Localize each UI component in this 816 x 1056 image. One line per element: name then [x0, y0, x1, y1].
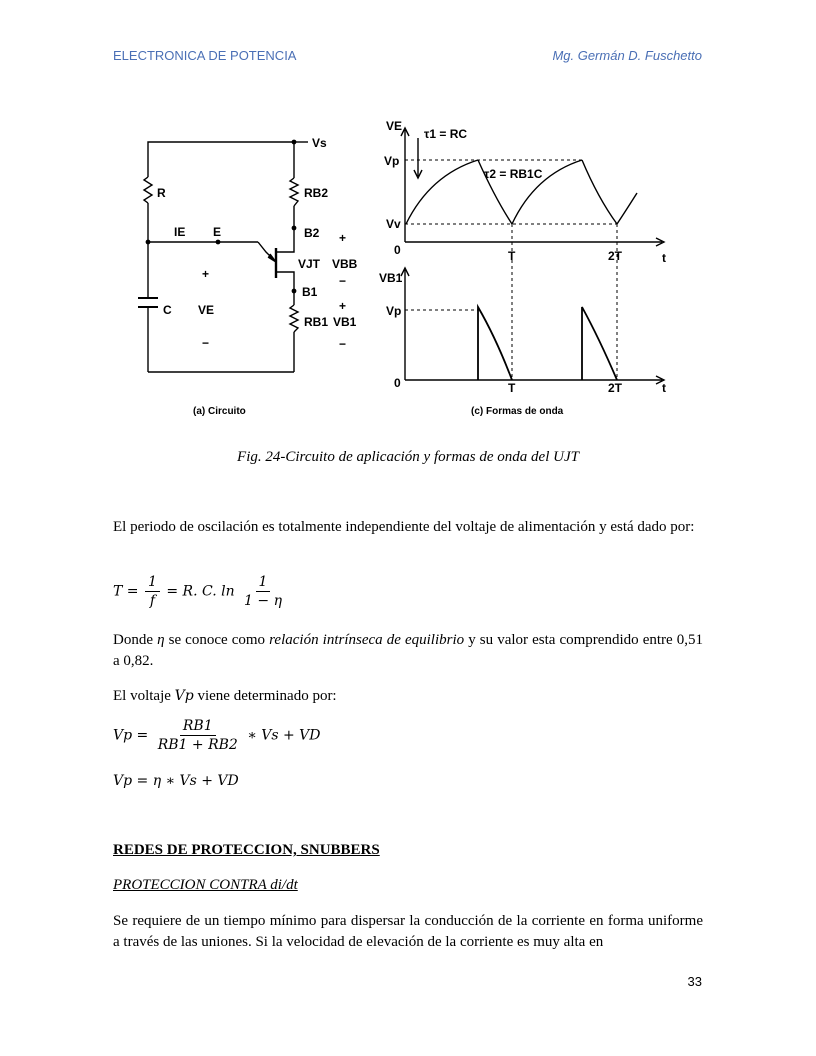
- label-vs: Vs: [312, 136, 327, 150]
- wave-label-vp-bottom: Vp: [386, 304, 402, 318]
- label-b1: B1: [302, 285, 318, 299]
- waves-caption: (c) Formas de onda: [471, 406, 564, 417]
- wave-label-zero-bottom: 0: [394, 376, 401, 390]
- circuit-diagram: [138, 136, 358, 372]
- sign-vb1-minus: −: [339, 337, 347, 351]
- sign-ve-plus: +: [202, 267, 210, 281]
- circuit-caption: (a) Circuito: [193, 406, 246, 417]
- label-c: C: [163, 303, 172, 317]
- section-heading: REDES DE PROTECCION, SNUBBERS: [113, 842, 380, 858]
- eq1-fraction-f: $\frac{1}{f}$: [145, 573, 160, 610]
- eq1-lhs: T =: [113, 583, 139, 600]
- eq1-mid: = R. C. ln: [166, 583, 235, 600]
- label-r: R: [157, 186, 166, 200]
- paragraph-eta: Donde η se conoce como relación intrínseca de equilibrio y su valor esta comprendido entre 0,51 a 0,82.: [113, 632, 704, 669]
- label-vbb: VBB: [332, 257, 358, 271]
- subsection-heading: PROTECCION CONTRA di/dt: [113, 877, 298, 893]
- paragraph-oscillation: El periodo de oscilación es totalmente independiente del voltaje de alimentación y está dado por:: [113, 519, 695, 535]
- eq2-lhs: Vp =: [113, 727, 149, 744]
- label-vb1: VB1: [333, 315, 357, 329]
- wave-label-vp: Vp: [384, 154, 400, 168]
- eq1-fraction-eta: $\frac{1}{1 - \eta}$: [244, 574, 282, 609]
- label-e: E: [213, 225, 222, 239]
- wave-label-t-bottom: T: [508, 381, 516, 395]
- equation-vp-divider: [113, 717, 321, 754]
- sign-vbb-minus: −: [339, 274, 347, 288]
- wave-label-taxis-bottom: t: [662, 381, 666, 395]
- sign-ve-minus: −: [202, 336, 210, 350]
- wave-label-vv: Vv: [386, 217, 401, 231]
- wave-label-ve: VE: [386, 119, 403, 133]
- label-ie: IE: [174, 225, 186, 239]
- eq2-rhs: ∗ Vs + VD: [247, 727, 321, 744]
- label-ve: VE: [198, 303, 215, 317]
- wave-label-taxis-top: t: [662, 251, 666, 265]
- wave-label-tau1: τ1 = RC: [424, 127, 468, 141]
- label-vjt: VJT: [298, 257, 321, 271]
- figure-caption: Fig. 24-Circuito de aplicación y formas de onda del UJT: [237, 449, 579, 465]
- wave-label-2t-top: 2T: [608, 249, 623, 263]
- equation-vp-eta: Vp = η ∗ Vs + VD: [113, 773, 239, 789]
- label-rb1: RB1: [304, 315, 329, 329]
- sign-vb1-plus: +: [339, 299, 347, 313]
- waveforms: [379, 119, 666, 395]
- ujt-figure: [130, 110, 680, 425]
- wave-label-t-top: T: [508, 249, 516, 263]
- header-title: ELECTRONICA DE POTENCIA: [113, 48, 297, 63]
- paragraph-di-dt: Se requiere de un tiempo mínimo para dispersar la conducción de la corriente en forma uniforme a través de las uniones. Si la velocidad de elevación de la corriente es muy alta en: [113, 913, 703, 950]
- wave-label-vb1: VB1: [379, 271, 403, 285]
- wave-label-zero-top: 0: [394, 243, 401, 257]
- equation-period: [113, 573, 287, 610]
- label-b2: B2: [304, 226, 320, 240]
- wave-label-2t-bottom: 2T: [608, 381, 623, 395]
- paragraph-vp: El voltaje Vp viene determinado por:: [113, 688, 337, 704]
- eq2-fraction: $\frac{RB1}{RB1 + RB2}$: [157, 718, 238, 753]
- label-rb2: RB2: [304, 186, 329, 200]
- page-number: 33: [687, 974, 702, 989]
- sign-vbb-plus: +: [339, 231, 347, 245]
- header-author: Mg. Germán D. Fuschetto: [552, 48, 702, 63]
- wave-label-tau2: τ2 = RB1C: [484, 167, 543, 181]
